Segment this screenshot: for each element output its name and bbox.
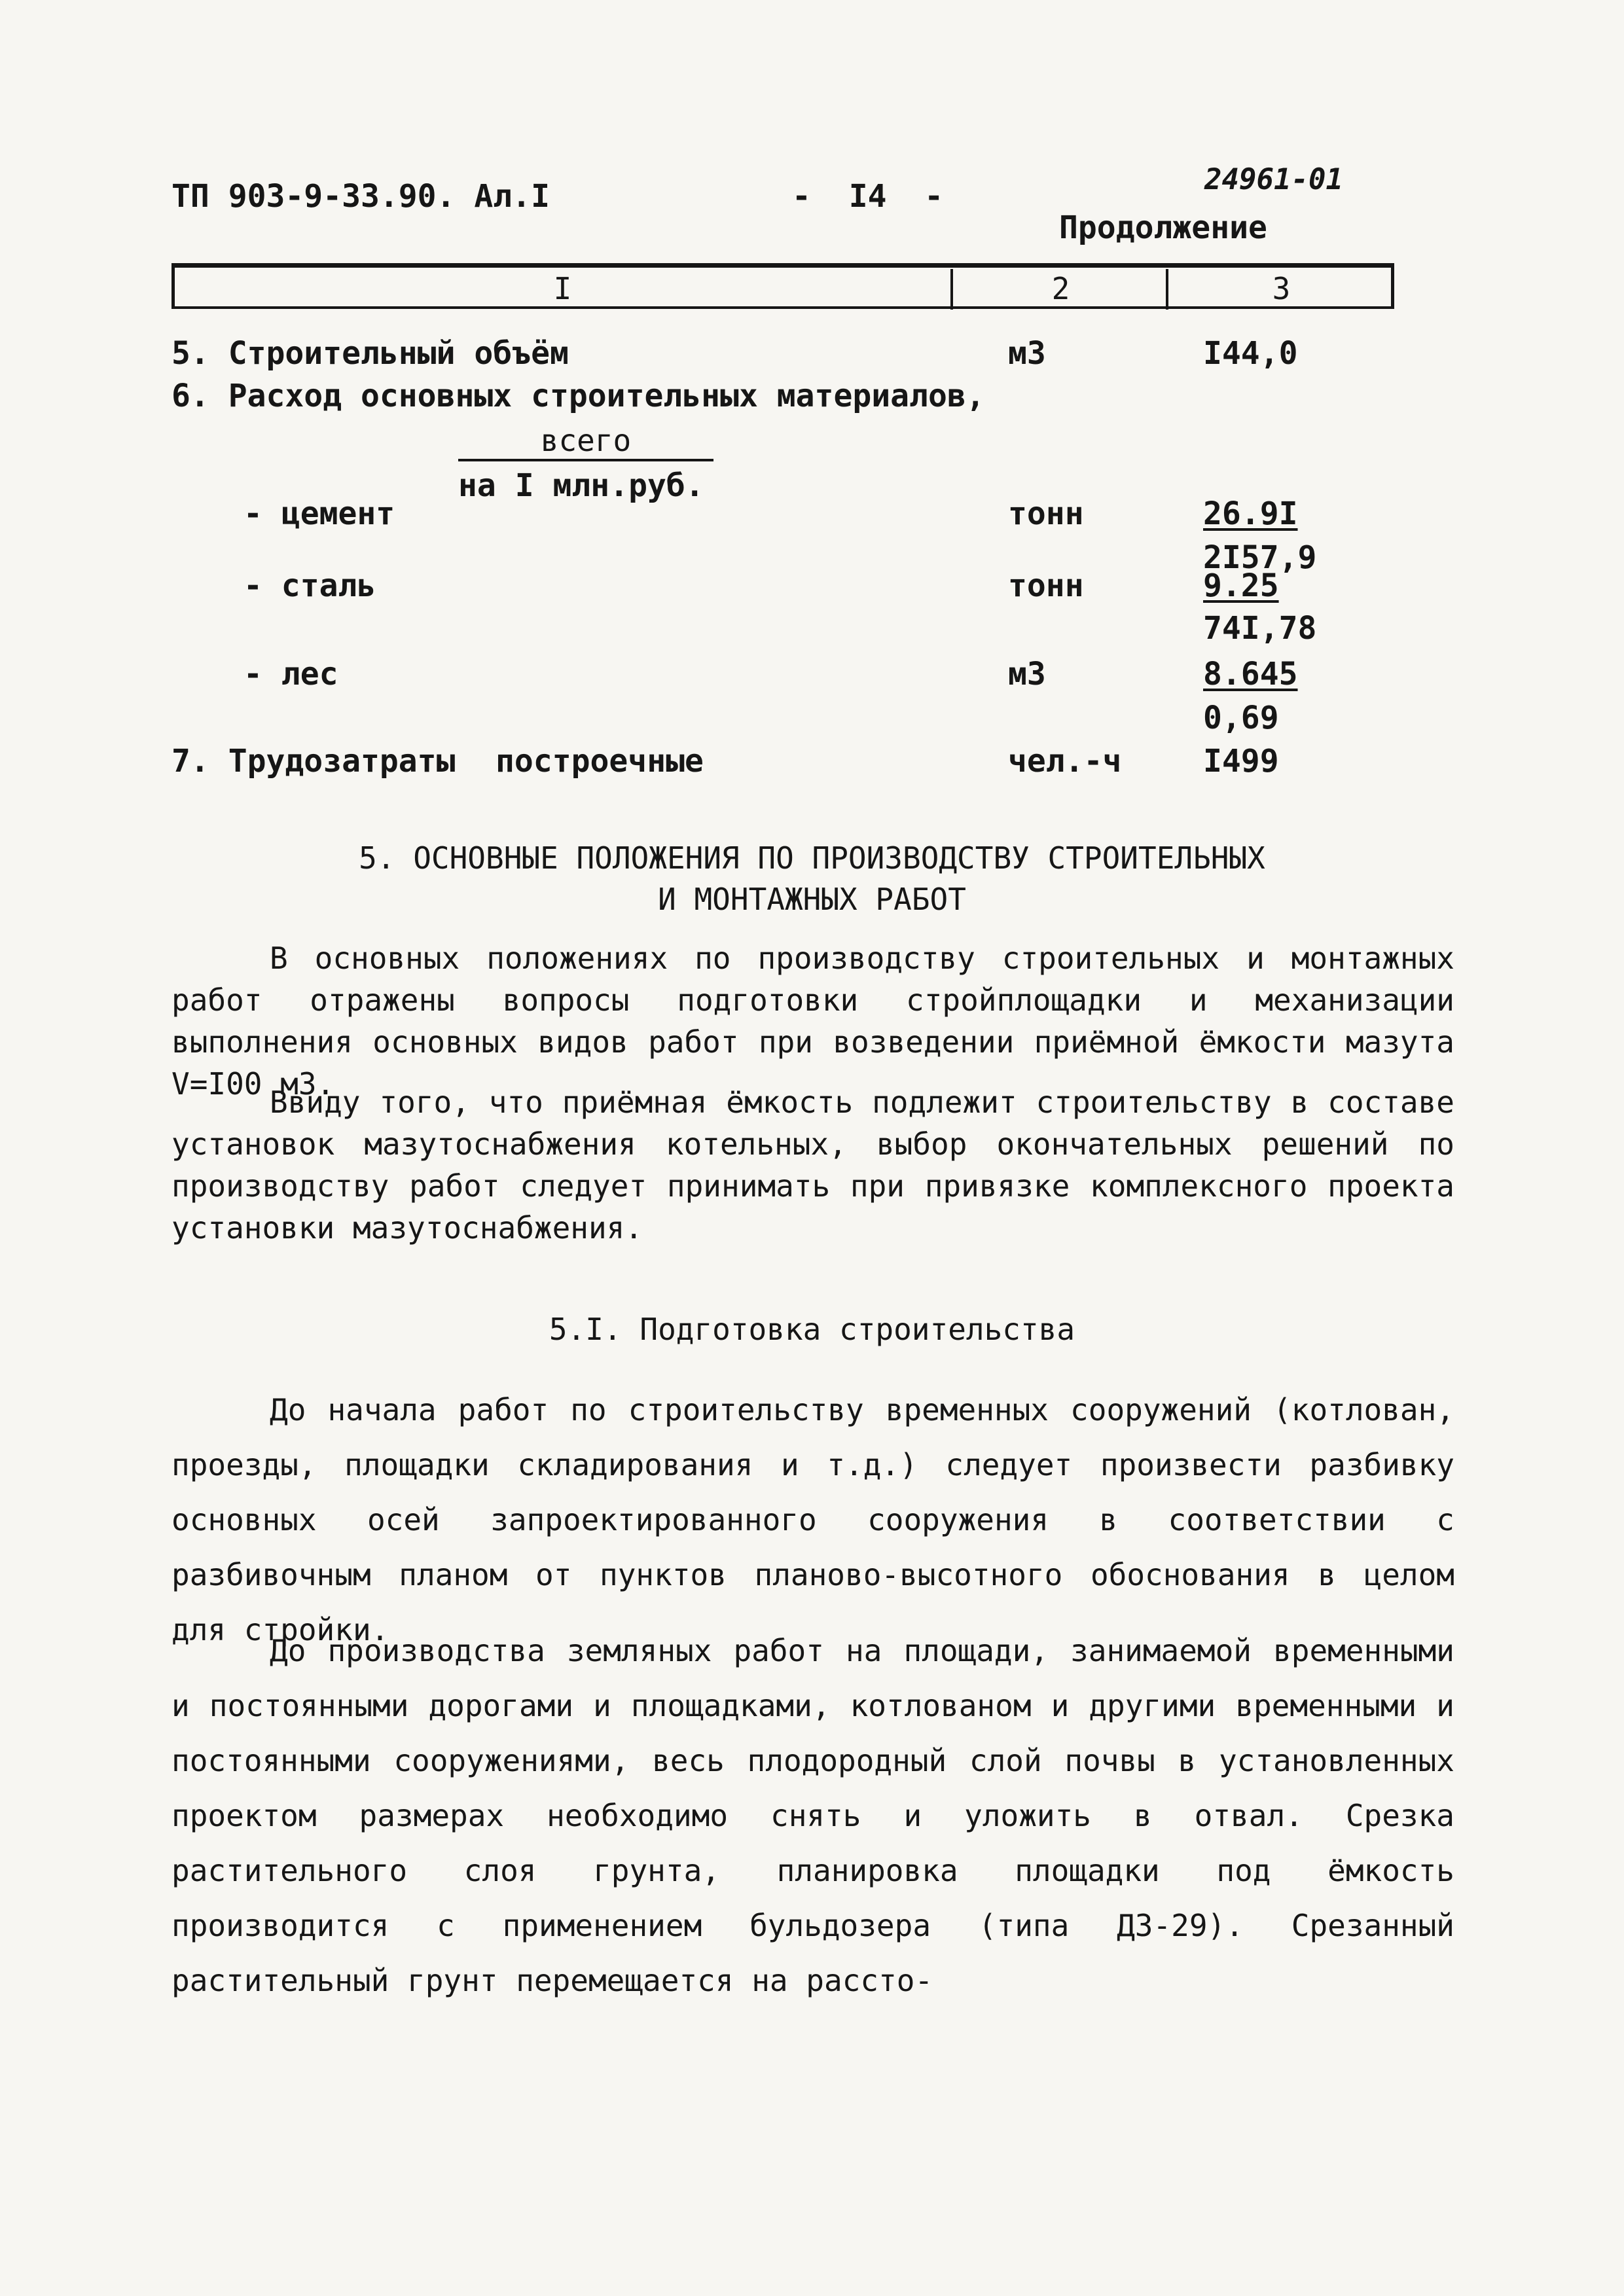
column-number-2: 2 bbox=[950, 269, 1168, 310]
page-number: - I4 - bbox=[792, 178, 944, 215]
column-number-1: I bbox=[553, 271, 572, 306]
column-number-row bbox=[171, 263, 1394, 309]
material-value-total: 9.25 bbox=[1203, 567, 1279, 604]
column-number-3: 3 bbox=[1166, 269, 1394, 310]
material-unit: тонн bbox=[1008, 567, 1084, 604]
indicator-label: 5. Строительный объём bbox=[171, 335, 569, 372]
section-title: И МОНТАЖНЫХ РАБОТ bbox=[658, 882, 966, 917]
indicator-value: I44,0 bbox=[1203, 335, 1298, 372]
indicator-value: I499 bbox=[1203, 743, 1279, 780]
material-value-total: 8.645 bbox=[1203, 656, 1298, 692]
body-paragraph: До производства земляных работ на площади, занимаемой временными и постоянными дорогами и площадками, котлованом и другими временными и постоянными сооружениями, весь плодородный слой почвы в установленных проектом размерах необходимо снять и уложить в отвал. Срезка растительного слоя грунта, планировка площадки под ёмкость производится с применением бульдозера (типа ДЗ-29). Срезанный растительный грунт перемещается на рассто- bbox=[171, 1633, 1454, 1998]
indicator-unit: чел.-ч bbox=[1008, 743, 1122, 780]
material-unit: м3 bbox=[1008, 656, 1046, 692]
material-label: - лес bbox=[244, 656, 338, 692]
body-paragraph: До начала работ по строительству временных сооружений (котлован, проезды, площадки складирования и т.д.) следует произвести разбивку основных осей запроектированного сооружения в соответствии с разбивочным планом от пунктов планово-высотного обоснования в целом для стройки. bbox=[171, 1392, 1454, 1647]
material-value-total: 26.9I bbox=[1203, 495, 1298, 532]
continuation-label: Продолжение bbox=[1059, 209, 1267, 246]
indicator-label: 6. Расход основных строительных материалов, bbox=[171, 378, 985, 414]
document-code: ТП 903-9-33.90. Ал.I bbox=[171, 178, 550, 215]
material-value-per-million: 0,69 bbox=[1203, 700, 1279, 736]
material-label: - сталь bbox=[244, 567, 376, 604]
fraction-numerator: всего bbox=[458, 422, 713, 461]
fraction-denominator: на I млн.руб. bbox=[458, 467, 704, 504]
indicator-qualifier: построечные bbox=[496, 743, 704, 780]
indicator-label: 7. Трудозатраты bbox=[171, 743, 456, 780]
indicator-unit: м3 bbox=[1008, 335, 1046, 372]
registration-number: 24961-01 bbox=[1204, 163, 1343, 196]
material-value-per-million: 74I,78 bbox=[1203, 610, 1317, 647]
material-label: - цемент bbox=[244, 495, 395, 532]
body-paragraph: В основных положениях по производству строительных и монтажных работ отражены вопросы подготовки стройплощадки и механизации выполнения основных видов работ при возведении приёмной ёмкости мазута V=I00 м3. bbox=[171, 941, 1454, 1102]
body-paragraph: Ввиду того, что приёмная ёмкость подлежит строительству в составе установок мазутоснабжения котельных, выбор окончательных решений по производству работ следует принимать при привязке комплексного проекта установки мазутоснабжения. bbox=[171, 1085, 1454, 1246]
section-title: 5. ОСНОВНЫЕ ПОЛОЖЕНИЯ ПО ПРОИЗВОДСТВУ СТРОИТЕЛЬНЫХ bbox=[359, 840, 1265, 876]
material-unit: тонн bbox=[1008, 495, 1084, 532]
material-value-per-million: 2I57,9 bbox=[1203, 539, 1317, 576]
subsection-title: 5.I. Подготовка строительства bbox=[549, 1312, 1075, 1347]
